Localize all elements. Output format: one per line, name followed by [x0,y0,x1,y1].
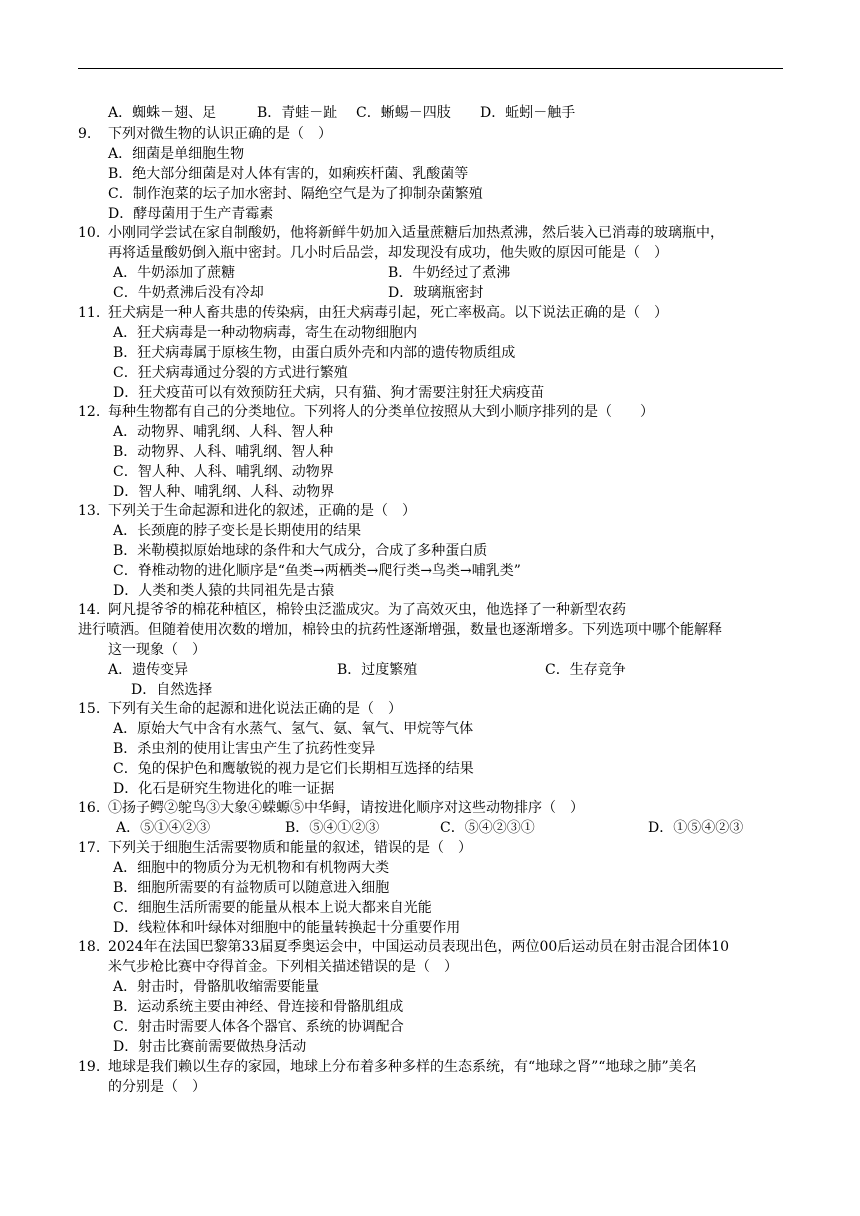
q9-stem-line [78,125,332,144]
q15-number: 15. [78,701,101,717]
q11-option-a: A．狂犬病毒是一种动物病毒，寄生在动物细胞内 [113,325,418,341]
q11-option-d: D．狂犬疫苗可以有效预防狂犬病，只有猫、狗才需要注射狂犬病疫苗 [113,385,545,401]
q12-stem-line [78,403,654,422]
q14-option-d: D．自然选择 [131,682,213,698]
q15-option-a: A．原始大气中含有水蒸气、氢气、氨、氧气、甲烷等气体 [113,721,474,737]
q12-stem: 每种生物都有自己的分类地位。下列将人的分类单位按照从大到小顺序排列的是（ ） [108,404,654,420]
q18-option-c: C．射击时需要人体各个器官、系统的协调配合 [113,1019,404,1035]
q18-stem-line1 [78,938,729,957]
q16-option-a: A．⑤①④②③ [116,820,211,836]
q11-option-b: B．狂犬病毒属于原核生物，由蛋白质外壳和内部的遗传物质组成 [113,345,516,361]
q15-stem-line [78,700,402,719]
q12-number: 12. [78,404,101,420]
q18-option-d: D．射击比赛前需要做热身活动 [113,1039,307,1055]
q16-number: 16. [78,800,101,816]
q14-option-c: C．生存竞争 [545,662,626,678]
q9-option-d: D．酵母菌用于生产青霉素 [108,206,274,222]
q13-number: 13. [78,503,101,519]
q13-stem: 下列关于生命起源和进化的叙述，正确的是（ ） [108,503,416,519]
q18-number: 18. [78,939,101,955]
q10-stem1: 小刚同学尝试在家自制酸奶，他将新鲜牛奶加入适量蔗糖后加热煮沸，然后装入已消毒的玻璃瓶中， [108,225,724,241]
q10-option-a: A．牛奶添加了蔗糖 [113,265,236,281]
q10-stem2: 再将适量酸奶倒入瓶中密封。几小时后品尝，却发现没有成功，他失败的原因可能是（ ） [108,245,668,261]
q9-option-b: B．绝大部分细菌是对人体有害的，如痢疾杆菌、乳酸菌等 [108,166,469,182]
q16-stem-line [78,799,584,818]
q8-option-b: B．青蛙－趾 [257,105,338,121]
q13-option-a: A．长颈鹿的脖子变长是长期使用的结果 [113,523,362,539]
q8-option-d: D．蚯蚓－触手 [480,105,576,121]
q19-stem2: 的分别是（ ） [108,1079,206,1095]
q13-stem-line [78,502,416,521]
q9-stem: 下列对微生物的认识正确的是（ ） [108,126,332,142]
q18-stem1: 2024年在法国巴黎第33届夏季奥运会中，中国运动员表现出色，两位00后运动员在射击混合团体10 [108,939,730,955]
q16-option-c: C．⑤④②③① [440,820,535,836]
q10-stem-line1 [78,224,724,243]
q16-option-b: B．⑤④①②③ [285,820,380,836]
q17-number: 17. [78,840,101,856]
q9-option-c: C．制作泡菜的坛子加水密封、隔绝空气是为了抑制杂菌繁殖 [108,186,483,202]
q13-option-c: C．脊椎动物的进化顺序是“鱼类→两栖类→爬行类→鸟类→哺乳类” [113,563,521,579]
q14-option-a: A．遗传变异 [108,662,189,678]
q17-stem: 下列关于细胞生活需要物质和能量的叙述，错误的是（ ） [108,840,472,856]
q16-option-d: D．①⑤④②③ [648,820,744,836]
q14-stem-line1 [78,601,626,620]
q15-option-c: C．兔的保护色和鹰敏锐的视力是它们长期相互选择的结果 [113,761,474,777]
q11-option-c: C．狂犬病毒通过分裂的方式进行繁殖 [113,365,348,381]
q18-stem2: 米气步枪比赛中夺得首金。下列相关描述错误的是（ ） [108,959,458,975]
q17-option-a: A．细胞中的物质分为无机物和有机物两大类 [113,860,390,876]
q11-stem-line [78,304,668,323]
q17-option-c: C．细胞生活所需要的能量从根本上说大都来自光能 [113,900,432,916]
q10-number: 10. [78,225,101,241]
q10-option-c: C．牛奶煮沸后没有冷却 [113,285,264,301]
q15-option-d: D．化石是研究生物进化的唯一证据 [113,781,335,797]
q12-option-b: B．动物界、人科、哺乳纲、智人种 [113,444,334,460]
q16-stem: ①扬子鳄②鸵鸟③大象④蝾螈⑤中华鲟，请按进化顺序对这些动物排序（ ） [108,800,584,816]
q19-number: 19. [78,1059,101,1075]
q17-option-b: B．细胞所需要的有益物质可以随意进入细胞 [113,880,390,896]
q18-option-b: B．运动系统主要由神经、骨连接和骨骼肌组成 [113,999,404,1015]
q13-option-d: D．人类和类人猿的共同祖先是古猿 [113,583,335,599]
q15-option-b: B．杀虫剂的使用让害虫产生了抗药性变异 [113,741,376,757]
q12-option-d: D．智人种、哺乳纲、人科、动物界 [113,484,335,500]
q14-stem2: 进行喷洒。但随着使用次数的增加，棉铃虫的抗药性逐渐增强，数量也逐渐增多。下列选项中哪个能解释 [78,622,722,638]
q11-number: 11. [78,305,101,321]
q12-option-c: C．智人种、人科、哺乳纲、动物界 [113,464,334,480]
q12-option-a: A．动物界、哺乳纲、人科、智人种 [113,424,334,440]
q15-stem: 下列有关生命的起源和进化说法正确的是（ ） [108,701,402,717]
q11-stem: 狂犬病是一种人畜共患的传染病，由狂犬病毒引起，死亡率极高。以下说法正确的是（ ） [108,305,668,321]
q14-option-b: B．过度繁殖 [337,662,418,678]
q18-option-a: A．射击时，骨骼肌收缩需要能量 [113,979,320,995]
q10-option-b: B．牛奶经过了煮沸 [388,265,511,281]
q13-option-b: B．米勒模拟原始地球的条件和大气成分，合成了多种蛋白质 [113,543,488,559]
q19-stem1: 地球是我们赖以生存的家园，地球上分布着多种多样的生态系统，有“地球之肾”“地球之肺”美名 [108,1059,697,1075]
q14-stem1: 阿凡提爷爷的棉花种植区，棉铃虫泛滥成灾。为了高效灭虫，他选择了一种新型农药 [108,602,626,618]
q17-stem-line [78,839,472,858]
q8-option-a: A．蜘蛛－翅、足 [108,105,217,121]
q19-stem-line1 [78,1058,697,1077]
q10-option-d: D．玻璃瓶密封 [388,285,484,301]
q17-option-d: D．线粒体和叶绿体对细胞中的能量转换起十分重要作用 [113,920,461,936]
q8-option-c: C．蜥蜴－四肢 [356,105,451,121]
q14-stem3: 这一现象（ ） [108,642,206,658]
header-rule [78,68,783,69]
q14-number: 14. [78,602,101,618]
q9-number: 9. [78,126,92,142]
q9-option-a: A．细菌是单细胞生物 [108,146,245,162]
